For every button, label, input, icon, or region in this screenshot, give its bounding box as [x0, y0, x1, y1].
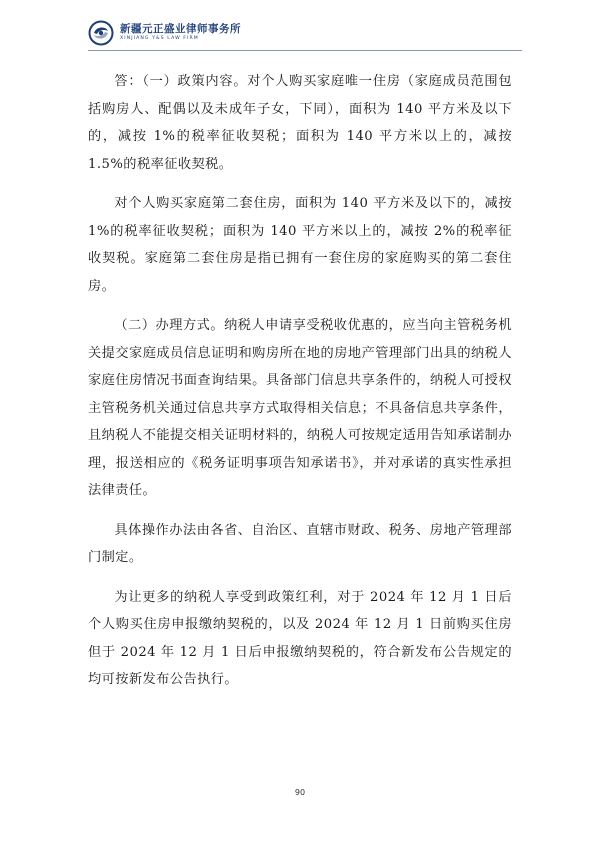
document-body: [88, 68, 512, 706]
paragraph-local-rules: 具体操作办法由各省、自治区、直辖市财政、税务、房地产管理部门制定。: [88, 522, 512, 565]
paragraph-effective-date: 为让更多的纳税人享受到政策红利，对于 2024 年 12 月 1 日后个人购买住房申报缴纳契税的，以及 2024 年 12 月 1 日前购买住房但于 2024 年 12 月 1 日后申报缴纳契税的，符合新发布公告规定的均可按新发布公告执行。: [88, 589, 512, 687]
paragraph-policy-content: 答：（一）政策内容。对个人购买家庭唯一住房（家庭成员范围包括购房人、配偶以及未成年子女，下同），面积为 140 平方米及以下的，减按 1%的税率征收契税；面积为 140 平方米以上的，减按 1.5%的税率征收契税。: [88, 74, 512, 172]
firm-name-en: XINJIANG Y&S LAW FIRM: [120, 36, 199, 42]
header-divider: [88, 50, 522, 51]
paragraph-procedure: （二）办理方式。纳税人申请享受税收优惠的，应当向主管税务机关提交家庭成员信息证明和购房所在地的房地产管理部门出具的纳税人家庭住房情况书面查询结果。具备部门信息共享条件的，纳税人可授权主管税务机关通过信息共享方式取得相关信息；不具备信息共享条件，且纳税人不能提交相关证明材料的，纳税人可按规定适用告知承诺制办理，报送相应的《税务证明事项告知承诺书》，并对承诺的真实性承担法律责任。: [88, 318, 512, 498]
firm-logo-icon: [88, 20, 114, 46]
paragraph-second-home: 对个人购买家庭第二套住房，面积为 140 平方米及以下的，减按1%的税率征收契税；面积为 140 平方米以上的，减按 2%的税率征收契税。家庭第二套住房是指已拥有一套住房的家庭购买的第二套住房。: [88, 196, 512, 294]
page-header: [88, 20, 241, 46]
page-number: 90: [294, 788, 306, 797]
firm-name: [120, 24, 241, 42]
firm-name-cn: 新疆元正盛业律师事务所: [120, 22, 241, 35]
